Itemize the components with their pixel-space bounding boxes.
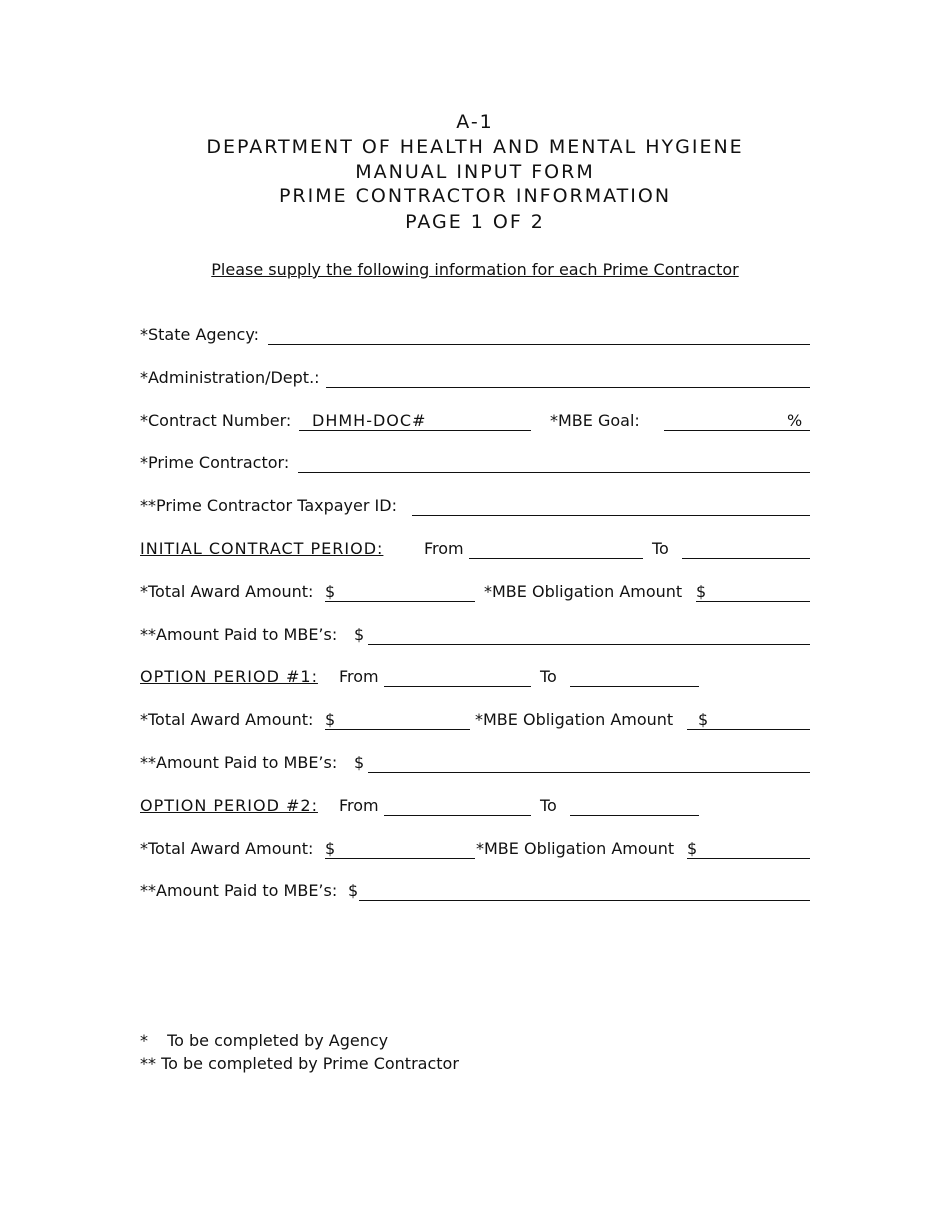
initial-from-field[interactable]	[469, 558, 643, 559]
option1-period-title: OPTION PERIOD #1:	[140, 667, 318, 686]
state-agency-field[interactable]	[268, 344, 810, 345]
mbe-goal-label: *MBE Goal:	[550, 411, 640, 430]
initial-period-row	[0, 537, 950, 561]
initial-from-label: From	[424, 539, 464, 558]
mbe-goal-field[interactable]	[664, 430, 810, 431]
option1-period-row	[0, 665, 950, 689]
footnote-agency	[140, 1031, 388, 1050]
state-agency-label: *State Agency:	[140, 325, 260, 344]
form-name: MANUAL INPUT FORM	[355, 161, 595, 183]
option1-mbe-obligation-dollar: $	[698, 710, 709, 729]
state-agency-row	[0, 323, 950, 347]
option2-total-award-label: *Total Award Amount:	[140, 839, 314, 858]
initial-total-award-label: *Total Award Amount:	[140, 582, 314, 601]
initial-total-award-dollar: $	[325, 582, 336, 601]
option1-from-label: From	[339, 667, 379, 686]
prime-contractor-label: *Prime Contractor:	[140, 453, 290, 472]
option1-award-row	[0, 708, 950, 732]
option2-from-field[interactable]	[384, 815, 531, 816]
option1-total-award-field[interactable]	[325, 729, 470, 730]
footnote-agency-text: To be completed by Agency	[167, 1031, 389, 1050]
option2-mbe-obligation-label: *MBE Obligation Amount	[476, 839, 675, 858]
option2-to-field[interactable]	[570, 815, 699, 816]
footnote-agency-marker: *	[140, 1031, 148, 1050]
option2-award-row	[0, 837, 950, 861]
option1-mbe-obligation-label: *MBE Obligation Amount	[475, 710, 674, 729]
option1-mbe-obligation-field[interactable]	[687, 729, 810, 730]
administration-field[interactable]	[326, 387, 810, 388]
option2-paid-row	[0, 879, 950, 903]
prime-contractor-row	[0, 451, 950, 475]
initial-mbe-obligation-field[interactable]	[696, 601, 810, 602]
taxpayer-id-field[interactable]	[412, 515, 810, 516]
instruction-text: Please supply the following information for each Prime Contractor	[211, 260, 739, 279]
footnote-contractor: ** To be completed by Prime Contractor	[140, 1054, 459, 1073]
initial-amount-paid-field[interactable]	[368, 644, 810, 645]
option1-amount-paid-label: **Amount Paid to MBE’s:	[140, 753, 338, 772]
option2-amount-paid-dollar: $	[348, 881, 359, 900]
initial-paid-row	[0, 623, 950, 647]
mbe-goal-percent: %	[787, 411, 803, 430]
prime-contractor-field[interactable]	[298, 472, 810, 473]
contract-number-field[interactable]	[299, 430, 531, 431]
administration-row	[0, 366, 950, 390]
option2-from-label: From	[339, 796, 379, 815]
initial-total-award-field[interactable]	[325, 601, 475, 602]
option1-amount-paid-field[interactable]	[368, 772, 810, 773]
option1-total-award-dollar: $	[325, 710, 336, 729]
option1-from-field[interactable]	[384, 686, 531, 687]
option2-mbe-obligation-dollar: $	[687, 839, 698, 858]
option1-amount-paid-dollar: $	[354, 753, 365, 772]
initial-mbe-obligation-label: *MBE Obligation Amount	[484, 582, 683, 601]
option1-total-award-label: *Total Award Amount:	[140, 710, 314, 729]
option2-total-award-dollar: $	[325, 839, 336, 858]
administration-label: *Administration/Dept.:	[140, 368, 320, 387]
option1-paid-row	[0, 751, 950, 775]
initial-award-row	[0, 580, 950, 604]
section-title: PRIME CONTRACTOR INFORMATION	[278, 185, 672, 207]
option2-total-award-field[interactable]	[325, 858, 475, 859]
option2-mbe-obligation-field[interactable]	[687, 858, 810, 859]
taxpayer-id-row	[0, 494, 950, 518]
initial-to-label: To	[652, 539, 669, 558]
initial-to-field[interactable]	[682, 558, 810, 559]
initial-period-title: INITIAL CONTRACT PERIOD:	[140, 539, 384, 558]
page-indicator: PAGE 1 OF 2	[405, 211, 545, 233]
contract-number-row	[0, 409, 950, 433]
department-title: DEPARTMENT OF HEALTH AND MENTAL HYGIENE	[206, 136, 744, 158]
option2-period-title: OPTION PERIOD #2:	[140, 796, 318, 815]
option2-period-row	[0, 794, 950, 818]
form-id: A-1	[456, 111, 494, 133]
contract-number-value: DHMH-DOC#	[312, 411, 427, 430]
option1-to-field[interactable]	[570, 686, 699, 687]
option1-to-label: To	[540, 667, 557, 686]
option2-amount-paid-field[interactable]	[359, 900, 810, 901]
option2-to-label: To	[540, 796, 557, 815]
contract-number-label: *Contract Number:	[140, 411, 292, 430]
initial-amount-paid-label: **Amount Paid to MBE’s:	[140, 625, 338, 644]
taxpayer-id-label: **Prime Contractor Taxpayer ID:	[140, 496, 397, 515]
option2-amount-paid-label: **Amount Paid to MBE’s:	[140, 881, 338, 900]
initial-mbe-obligation-dollar: $	[696, 582, 707, 601]
initial-amount-paid-dollar: $	[354, 625, 365, 644]
